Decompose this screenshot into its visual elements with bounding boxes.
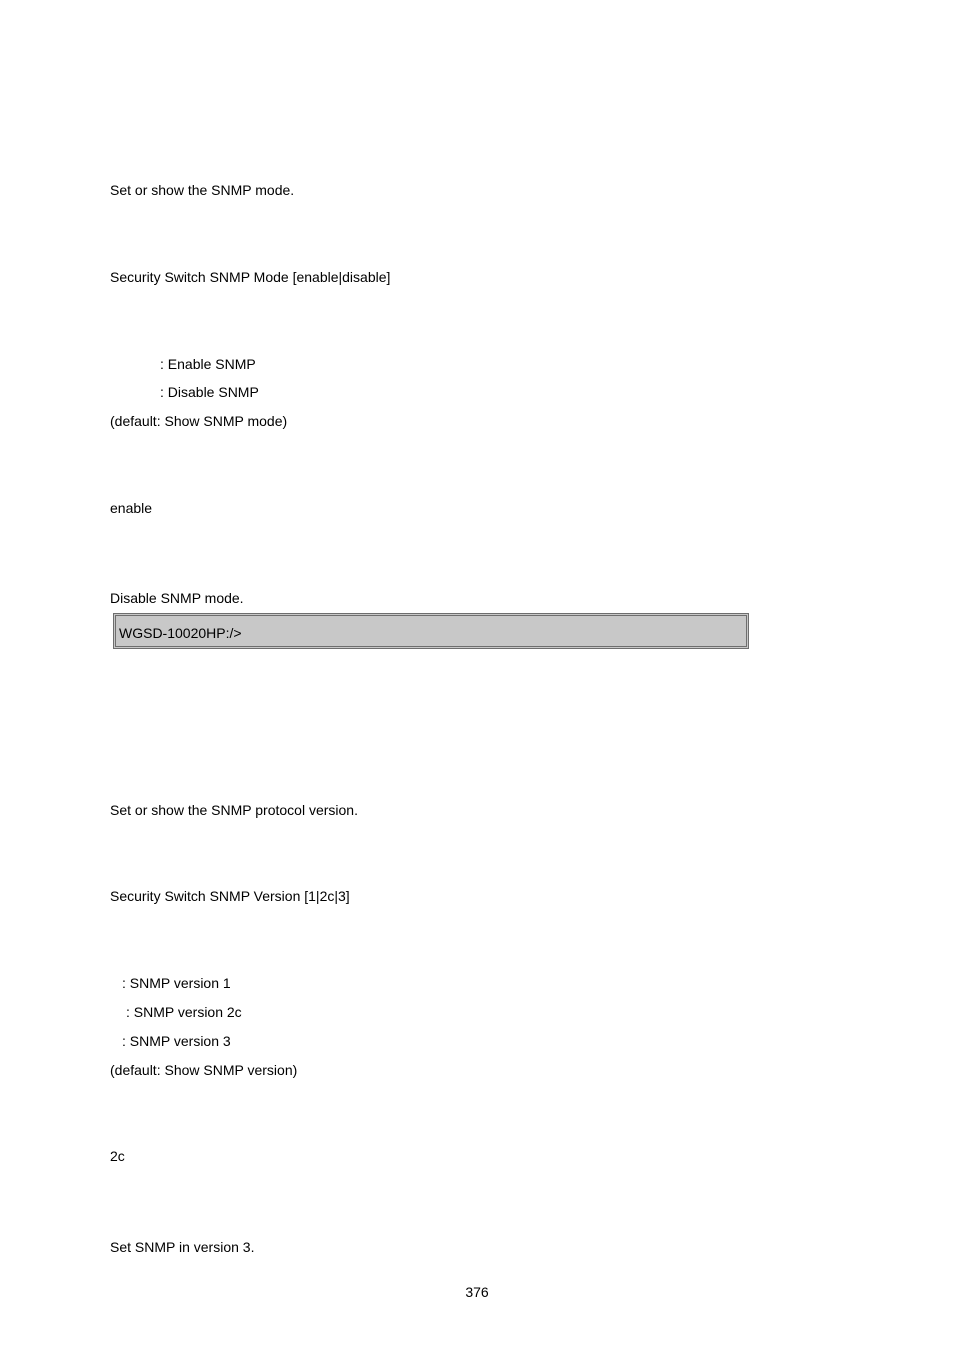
console-prompt: WGSD-10020HP:/> bbox=[119, 625, 242, 641]
param-enable: : Enable SNMP bbox=[160, 356, 256, 372]
snmp-version-syntax: Security Switch SNMP Version [1|2c|3] bbox=[110, 888, 350, 904]
param-disable: : Disable SNMP bbox=[160, 384, 259, 400]
page-number: 376 bbox=[465, 1284, 489, 1300]
snmp-mode-description: Set or show the SNMP mode. bbox=[110, 182, 295, 198]
param-version-1: : SNMP version 1 bbox=[122, 975, 231, 991]
console-command-box bbox=[113, 613, 749, 649]
param-default-version: (default: Show SNMP version) bbox=[110, 1062, 298, 1078]
snmp-version-example-caption: Set SNMP in version 3. bbox=[110, 1239, 255, 1255]
snmp-version-description: Set or show the SNMP protocol version. bbox=[110, 802, 358, 818]
snmp-mode-example-caption: Disable SNMP mode. bbox=[110, 590, 244, 606]
param-default-mode: (default: Show SNMP mode) bbox=[110, 413, 288, 429]
param-version-2c: : SNMP version 2c bbox=[126, 1004, 242, 1020]
snmp-mode-default-value: enable bbox=[110, 500, 153, 516]
param-version-3: : SNMP version 3 bbox=[122, 1033, 231, 1049]
snmp-version-default-value: 2c bbox=[110, 1148, 125, 1164]
snmp-mode-syntax: Security Switch SNMP Mode [enable|disable] bbox=[110, 269, 391, 285]
